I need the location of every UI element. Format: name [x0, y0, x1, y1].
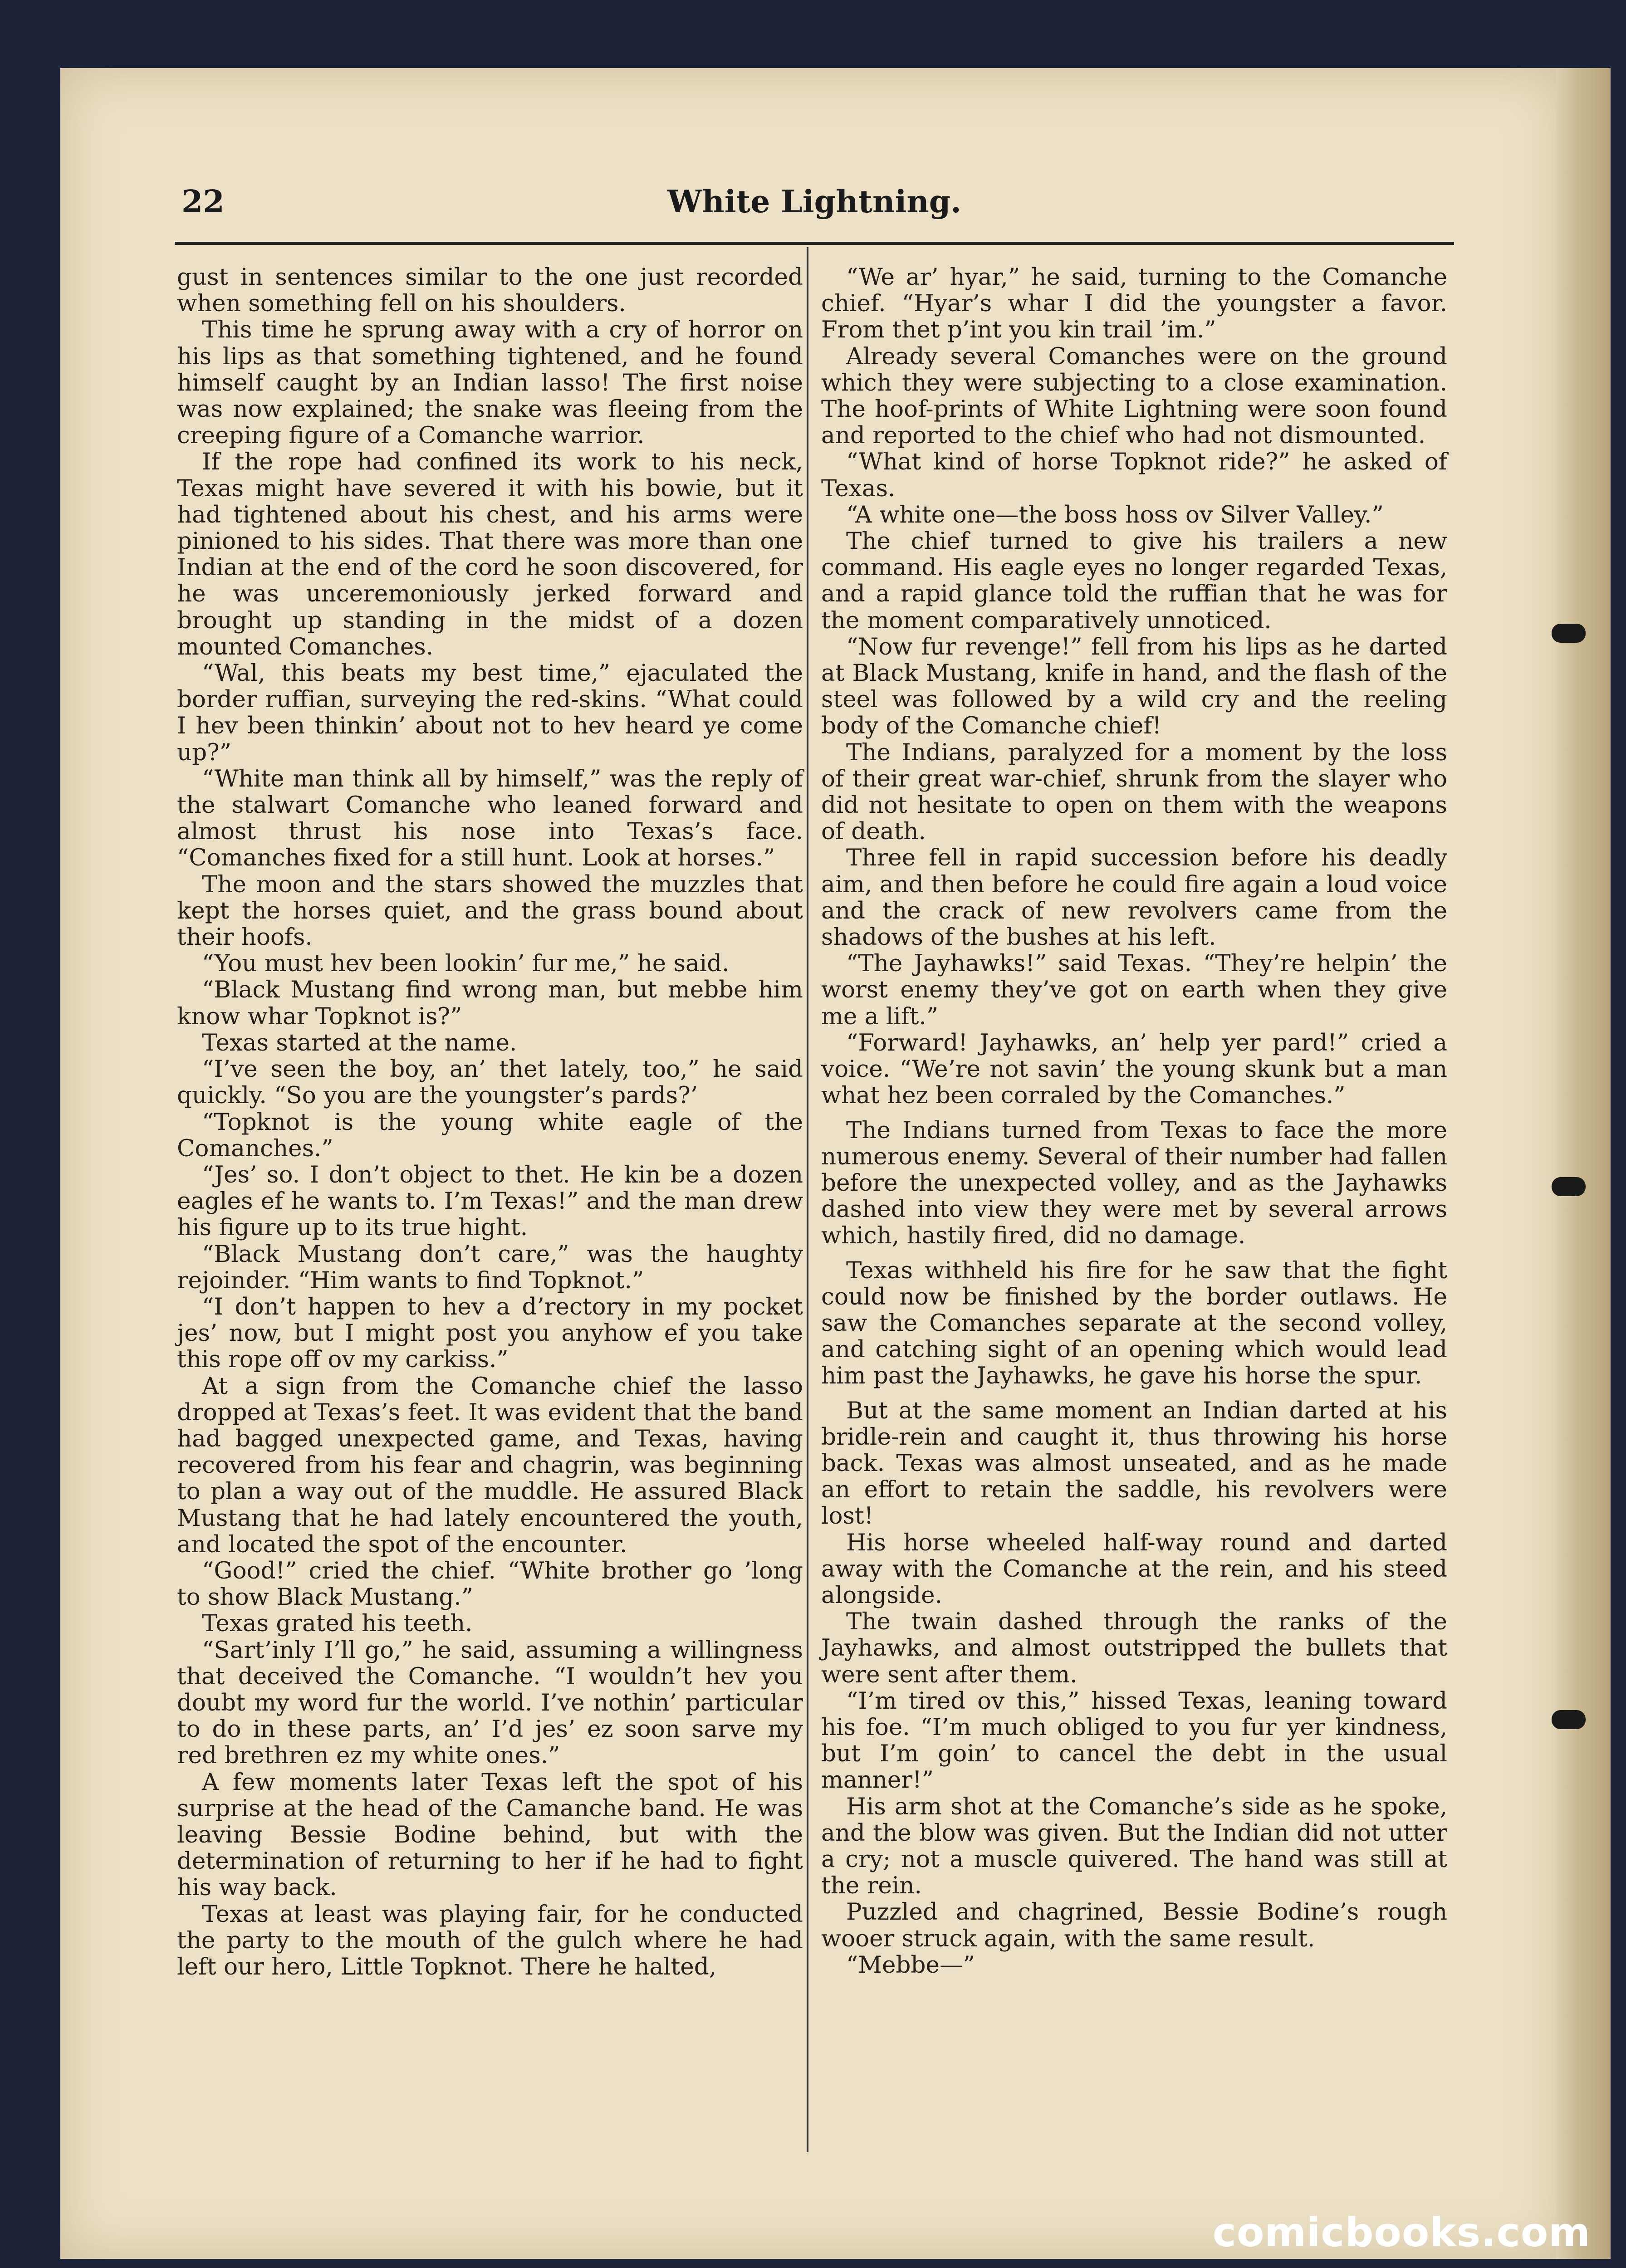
paragraph: “Mebbe—” — [846, 1951, 975, 1979]
paragraph: Texas started at the name. — [202, 1029, 517, 1056]
paragraph: “The Jayhawks!” said Texas. “They’re helpin’ the worst enemy they’ve got on earth when they give me a lift.” — [821, 950, 1447, 1030]
paragraph: “Good!” cried the chief. “White brother go ’long to show Black Mustang.” — [177, 1557, 803, 1611]
column-divider — [807, 247, 808, 2152]
paragraph: Texas grated his teeth. — [202, 1610, 473, 1637]
paragraph: His arm shot at the Comanche’s side as he spoke, and the blow was given. But the Indian did not utter a cry; not a muscle quivered. The hand was still at the rein. — [821, 1793, 1447, 1900]
paragraph: “Jes’ so. I don’t object to thet. He kin be a dozen eagles ef he wants to. I’m Texas!” and the man drew his figure up to its true hight. — [177, 1161, 803, 1242]
paragraph: Texas at least was playing fair, for he conducted the party to the mouth of the gulch where he had left our hero, Little Topknot. There he halted, — [177, 1900, 803, 1980]
paragraph: Three fell in rapid succession before his deadly aim, and then before he could fire again a loud voice and the crack of new revolvers came from the shadows of the bushes at his left. — [821, 844, 1447, 951]
paragraph: The Indians turned from Texas to face the more numerous enemy. Several of their number had fallen before the unexpected volley, and as the Jayhawks dashed into view they were met by several arrows which, hastily fired, did no damage. — [821, 1116, 1447, 1250]
paragraph: “What kind of horse Topknot ride?” he asked of Texas. — [821, 448, 1447, 502]
binding-edge — [1556, 68, 1611, 2259]
binding-stitch — [1552, 1710, 1586, 1729]
binding-stitch — [1552, 1177, 1586, 1196]
right-column — [821, 264, 1447, 1978]
paragraph: “I’ve seen the boy, an’ thet lately, too,” he said quickly. “So you are the youngster’s pards?’ — [177, 1056, 803, 1110]
paragraph: “Topknot is the young white eagle of the Comanches.” — [177, 1108, 803, 1162]
paragraph: The moon and the stars showed the muzzles that kept the horses quiet, and the grass bound about their hoofs. — [177, 870, 803, 951]
page-number: 22 — [181, 184, 225, 220]
watermark-text: comicbooks.com — [1212, 2209, 1591, 2256]
paragraph: “Black Mustang find wrong man, but mebbe him know whar Topknot is?” — [177, 976, 803, 1030]
paragraph: His horse wheeled half-way round and darted away with the Comanche at the rein, and his steed alongside. — [821, 1529, 1447, 1609]
header-rule — [175, 242, 1454, 245]
running-title: White Lightning. — [667, 184, 961, 220]
paragraph: “Sart’inly I’ll go,” he said, assuming a willingness that deceived the Comanche. “I wouldn’t hev you doubt my word fur the world. I’ve nothin’ particular to do in these parts, an’ I’d jes’ ez soon sarve my red brethren ez my white ones.” — [177, 1636, 803, 1769]
paragraph: If the rope had confined its work to his neck, Texas might have severed it with his bowie, but it had tightened about his chest, and his arms were pinioned to his sides. That there was more than one Indian at the end of the cord he soon discovered, for he was unceremoniously jerked forward and brought up standing in the midst of a dozen mounted Comanches. — [177, 448, 803, 660]
paragraph: Texas withheld his fire for he saw that the fight could now be finished by the border outlaws. He saw the Comanches separate at the second volley, and catching sight of an opening which would lead him past the Jayhawks, he gave his horse the spur. — [821, 1256, 1447, 1390]
paragraph: “I’m tired ov this,” hissed Texas, leaning toward his foe. “I’m much obliged to you fur yer kindness, but I’m goin’ to cancel the debt in the usual manner!” — [821, 1687, 1447, 1794]
paragraph: “A white one—the boss hoss ov Silver Valley.” — [846, 501, 1384, 528]
paragraph: “Black Mustang don’t care,” was the haughty rejoinder. “Him wants to find Topknot.” — [177, 1240, 803, 1294]
paragraph: Already several Comanches were on the ground which they were subjecting to a close examination. The hoof-prints of White Lightning were soon found and reported to the chief who had not dismounted. — [821, 342, 1447, 450]
binding-stitch — [1552, 624, 1586, 643]
paragraph: But at the same moment an Indian darted at his bridle-rein and caught it, thus throwing his horse back. Texas was almost unseated, and as he made an effort to retain the saddle, his revolvers were lost! — [821, 1397, 1447, 1530]
paragraph: This time he sprung away with a cry of horror on his lips as that something tightened, and he found himself caught by an Indian lasso! The first noise was now explained; the snake was fleeing from the creeping figure of a Comanche warrior. — [177, 316, 803, 450]
paragraph: “I don’t happen to hev a d’rectory in my pocket jes’ now, but I might post you anyhow ef you take this rope off ov my carkiss.” — [177, 1293, 803, 1374]
paragraph: gust in sentences similar to the one just recorded when something fell on his shoulders. — [177, 264, 803, 318]
paragraph: “We ar’ hyar,” he said, turning to the Comanche chief. “Hyar’s whar I did the youngster a favor. From thet p’int you kin trail ’im.” — [821, 264, 1447, 344]
paragraph: A few moments later Texas left the spot of his surprise at the head of the Camanche band. He was leaving Bessie Bodine behind, but with the determination of returning to her if he had to fight his way back. — [177, 1768, 803, 1901]
paragraph: “You must hev been lookin’ fur me,” he said. — [202, 950, 730, 978]
page-header — [181, 184, 1447, 225]
paragraph: “Now fur revenge!” fell from his lips as he darted at Black Mustang, knife in hand, and the flash of the steel was followed by a wild cry and the reeling body of the Comanche chief! — [821, 633, 1447, 740]
paragraph: “Wal, this beats my best time,” ejaculated the border ruffian, surveying the red-skins. “What could I hev been thinkin’ about not to hev heard ye come up?” — [177, 660, 803, 766]
paragraph: The twain dashed through the ranks of the Jayhawks, and almost outstripped the bullets that were sent after them. — [821, 1608, 1447, 1688]
paragraph: The chief turned to give his trailers a new command. His eagle eyes no longer regarded Texas, and a rapid glance told the ruffian that he was for the moment comparatively unnoticed. — [821, 528, 1447, 634]
paragraph: At a sign from the Comanche chief the lasso dropped at Texas’s feet. It was evident that the band had bagged unexpected game, and Texas, having recovered from his fear and chagrin, was beginning to plan a way out of the muddle. He assured Black Mustang that he had lately encountered the youth, and located the spot of the encounter. — [177, 1372, 803, 1558]
paragraph: Puzzled and chagrined, Bessie Bodine’s rough wooer struck again, with the same result. — [821, 1898, 1447, 1952]
paragraph: The Indians, paralyzed for a moment by the loss of their great war-chief, shrunk from the slayer who did not hesitate to open on them with the weapons of death. — [821, 738, 1447, 846]
left-column — [177, 264, 803, 1980]
paragraph: “White man think all by himself,” was the reply of the stalwart Comanche who leaned forward and almost thrust his nose into Texas’s face. “Comanches fixed for a still hunt. Look at horses.” — [177, 765, 803, 872]
paragraph: “Forward! Jayhawks, an’ help yer pard!” cried a voice. “We’re not savin’ the young skunk but a man what hez been corraled by the Comanches.” — [821, 1029, 1447, 1110]
